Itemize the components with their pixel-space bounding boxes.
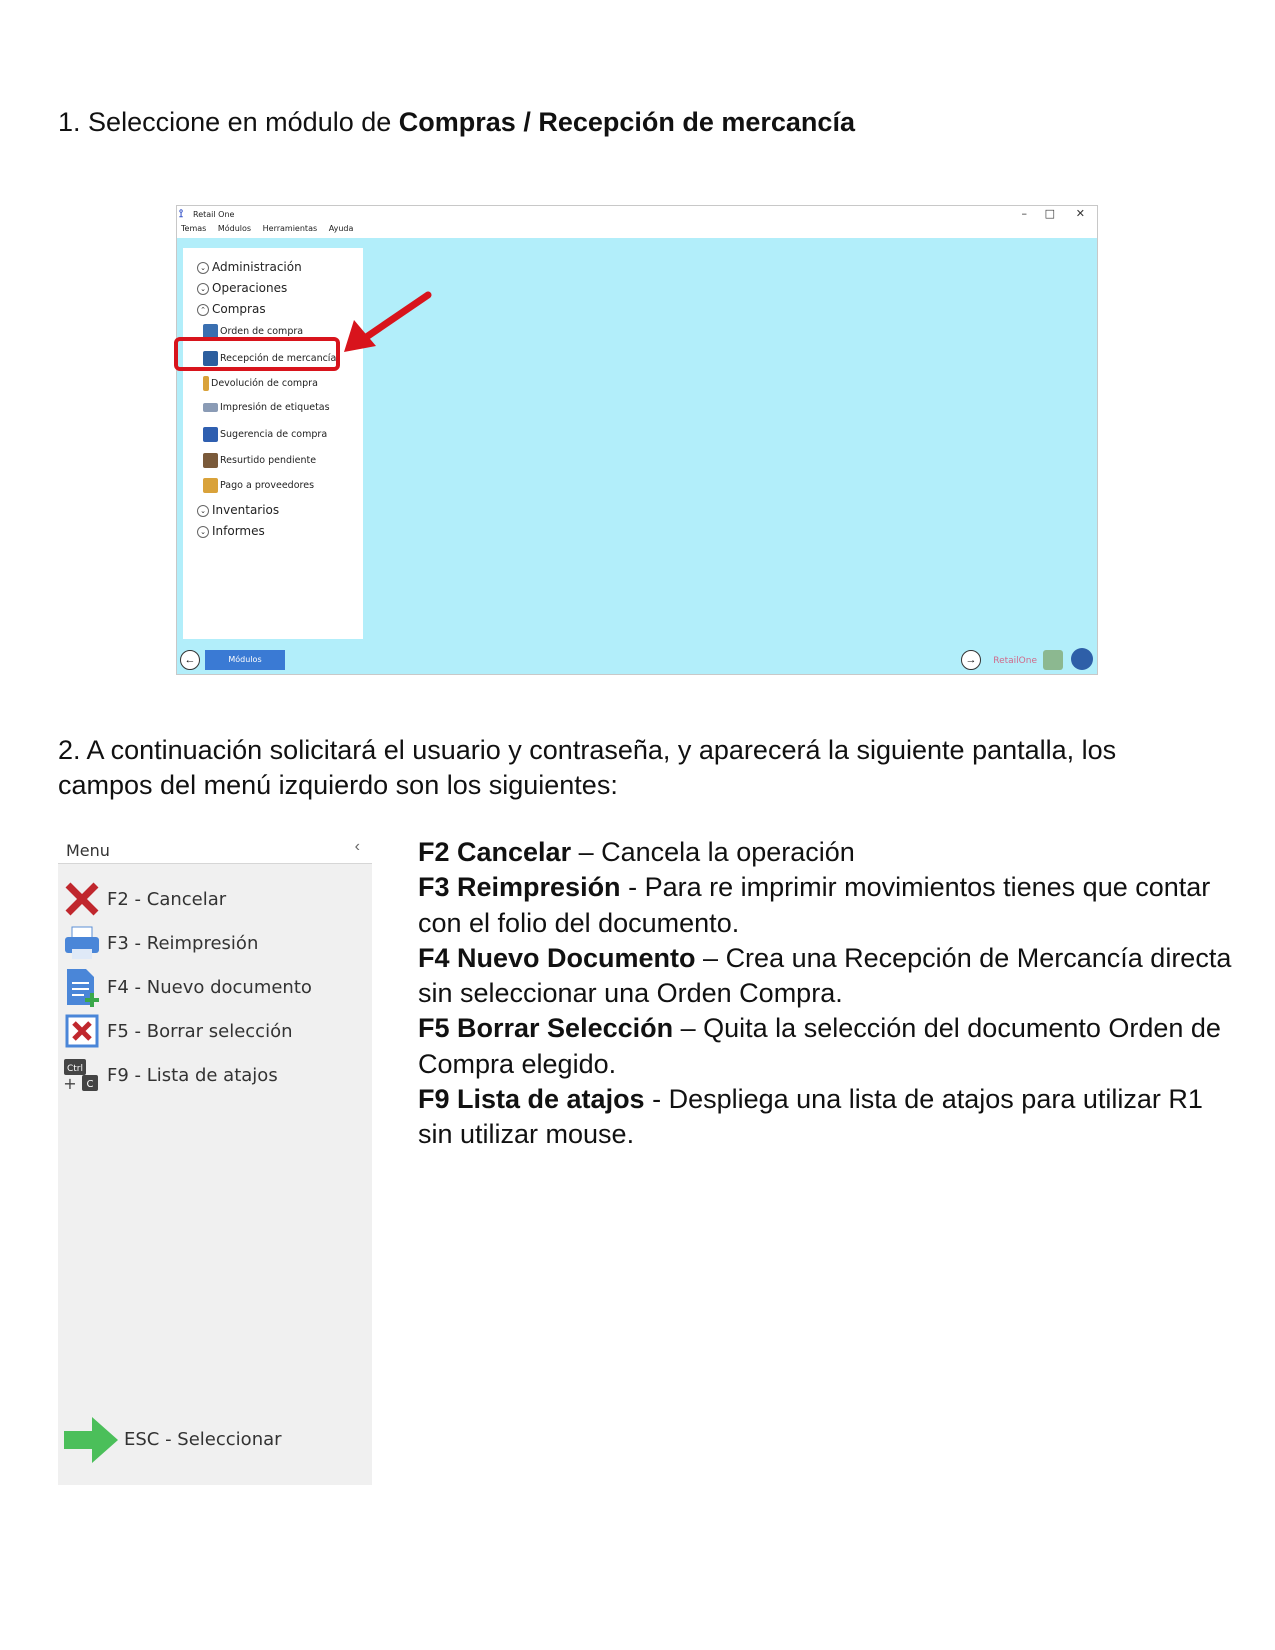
red-pointer-arrow-icon — [340, 290, 432, 360]
bag-icon — [203, 427, 218, 442]
menu-item-label: F3 - Reimpresión — [107, 933, 259, 954]
category-label: Informes — [212, 524, 265, 538]
item-label: Impresión de etiquetas — [220, 402, 330, 413]
retail-one-brand: RetailOne — [993, 656, 1037, 666]
highlight-box — [174, 337, 340, 371]
menu-item-label: F2 - Cancelar — [107, 889, 227, 910]
step-2-text: A continuación solicitará el usuario y contraseña, y aparecerá la siguiente pantalla, los campos del menú izquierdo son los siguientes: — [58, 735, 1117, 800]
item-label: Recepción de mercancía — [220, 353, 337, 364]
menu-item-label: ESC - Seleccionar — [124, 1429, 282, 1450]
payment-icon — [203, 478, 218, 493]
description-text: Quita la selección del documento Orden de Compra elegido. — [418, 1013, 1221, 1079]
step-2-number: 2. — [58, 735, 81, 765]
description-text: Crea una Recepción de Mercancía directa sin seleccionar una Orden Compra. — [418, 942, 1232, 1009]
parachute-icon — [203, 453, 218, 468]
step-2-instruction — [58, 733, 1218, 803]
forward-arrow-icon[interactable]: → — [961, 650, 981, 670]
retail-one-logo-icon: ⟟ — [179, 207, 184, 220]
description-f3 — [418, 870, 1238, 941]
category-label: Inventarios — [212, 503, 280, 517]
item-impresion-de-etiquetas[interactable] — [203, 402, 330, 413]
description-separator: – — [695, 942, 726, 973]
expand-circle-icon: ⌄ — [197, 262, 209, 274]
menu-header — [58, 835, 372, 864]
new-document-icon — [62, 967, 102, 1007]
item-label: Devolución de compra — [211, 378, 318, 389]
item-label: Resurtido pendiente — [220, 455, 317, 466]
item-pago-a-proveedores[interactable] — [203, 478, 314, 493]
description-key: F9 Lista de atajos — [418, 1084, 645, 1115]
menu-item-label: F9 - Lista de atajos — [107, 1065, 278, 1086]
ctrl-key-label: Ctrl — [66, 1064, 84, 1074]
tag-icon — [203, 403, 218, 412]
shortcut-descriptions — [418, 835, 1238, 1153]
retail-one-screenshot — [176, 205, 1098, 675]
expand-circle-icon: ⌄ — [197, 505, 209, 517]
globe-app-icon[interactable] — [1071, 648, 1093, 670]
app-title: Retail One — [193, 210, 235, 219]
app-menubar — [181, 224, 362, 236]
menu-ayuda[interactable]: Ayuda — [328, 224, 354, 233]
back-arrow-icon[interactable]: ← — [180, 650, 200, 670]
description-text: Despliega una lista de atajos para utilizar R1 sin utilizar mouse. — [418, 1084, 1203, 1150]
description-key: F5 Borrar Selección — [418, 1013, 674, 1044]
category-operaciones[interactable] — [197, 281, 287, 295]
item-resurtido-pendiente[interactable] — [203, 453, 316, 468]
step-1-number: 1. — [58, 107, 81, 137]
window-titlebar — [177, 206, 1097, 222]
green-arrow-icon — [62, 1415, 120, 1465]
step-1-bold: Compras / Recepción de mercancía — [398, 107, 855, 137]
description-f2 — [418, 835, 1238, 870]
step-1-instruction — [58, 105, 855, 140]
description-separator: - — [620, 872, 645, 903]
category-label: Administración — [212, 260, 302, 274]
description-separator: – — [571, 837, 602, 867]
category-inventarios[interactable] — [197, 503, 279, 517]
shortcut-app-icon[interactable] — [1043, 650, 1063, 670]
clear-selection-icon — [62, 1011, 102, 1051]
collapse-circle-icon: ⌃ — [197, 304, 209, 316]
modules-panel — [183, 248, 363, 639]
item-sugerencia-de-compra[interactable] — [203, 427, 327, 442]
menu-item-label: F4 - Nuevo documento — [107, 977, 312, 998]
return-icon — [203, 376, 209, 391]
description-separator: – — [673, 1013, 704, 1044]
menu-modulos[interactable]: Módulos — [217, 224, 252, 233]
printer-icon — [62, 923, 102, 963]
description-key: F3 Reimpresión — [418, 872, 621, 903]
item-devolucion-de-compra[interactable] — [203, 376, 318, 391]
menu-header-title: Menu — [66, 841, 110, 860]
menu-herramientas[interactable]: Herramientas — [262, 224, 318, 233]
minimize-button[interactable]: – — [1021, 207, 1027, 220]
svg-text:+: + — [63, 1074, 77, 1093]
description-text: Para re imprimir movimientos tienes que contar con el folio del documento. — [418, 872, 1211, 938]
category-label: Operaciones — [212, 281, 288, 295]
menu-temas[interactable]: Temas — [181, 224, 207, 233]
description-text: Cancela la operación — [601, 837, 855, 867]
expand-circle-icon: ⌄ — [197, 283, 209, 295]
expand-circle-icon: ⌄ — [197, 526, 209, 538]
bottom-bar — [177, 644, 1097, 674]
description-f9 — [418, 1082, 1238, 1153]
cancel-x-icon — [62, 879, 102, 919]
desktop-area — [177, 238, 1097, 674]
category-informes[interactable] — [197, 524, 265, 538]
side-menu-screenshot — [58, 835, 372, 1485]
keyboard-shortcut-icon — [62, 1055, 102, 1095]
item-label: Orden de compra — [220, 326, 304, 337]
collapse-chevron-icon[interactable]: ‹ — [354, 838, 360, 855]
description-key: F4 Nuevo Documento — [418, 942, 696, 973]
category-label: Compras — [212, 302, 266, 316]
description-f4 — [418, 941, 1238, 1012]
restore-button[interactable]: □ — [1044, 207, 1055, 220]
category-administracion[interactable] — [197, 260, 302, 274]
category-compras[interactable] — [197, 302, 266, 316]
item-label: Sugerencia de compra — [220, 429, 328, 440]
description-key: F2 Cancelar — [418, 837, 572, 867]
item-label: Pago a proveedores — [220, 480, 315, 491]
close-button[interactable]: ✕ — [1075, 207, 1085, 220]
description-f5 — [418, 1011, 1238, 1082]
c-key-label: C — [86, 1079, 94, 1090]
step-1-text: Seleccione en módulo de — [88, 107, 392, 137]
modules-button[interactable]: Módulos — [205, 650, 285, 670]
menu-item-label: F5 - Borrar selección — [107, 1021, 293, 1042]
description-separator: - — [644, 1084, 669, 1115]
